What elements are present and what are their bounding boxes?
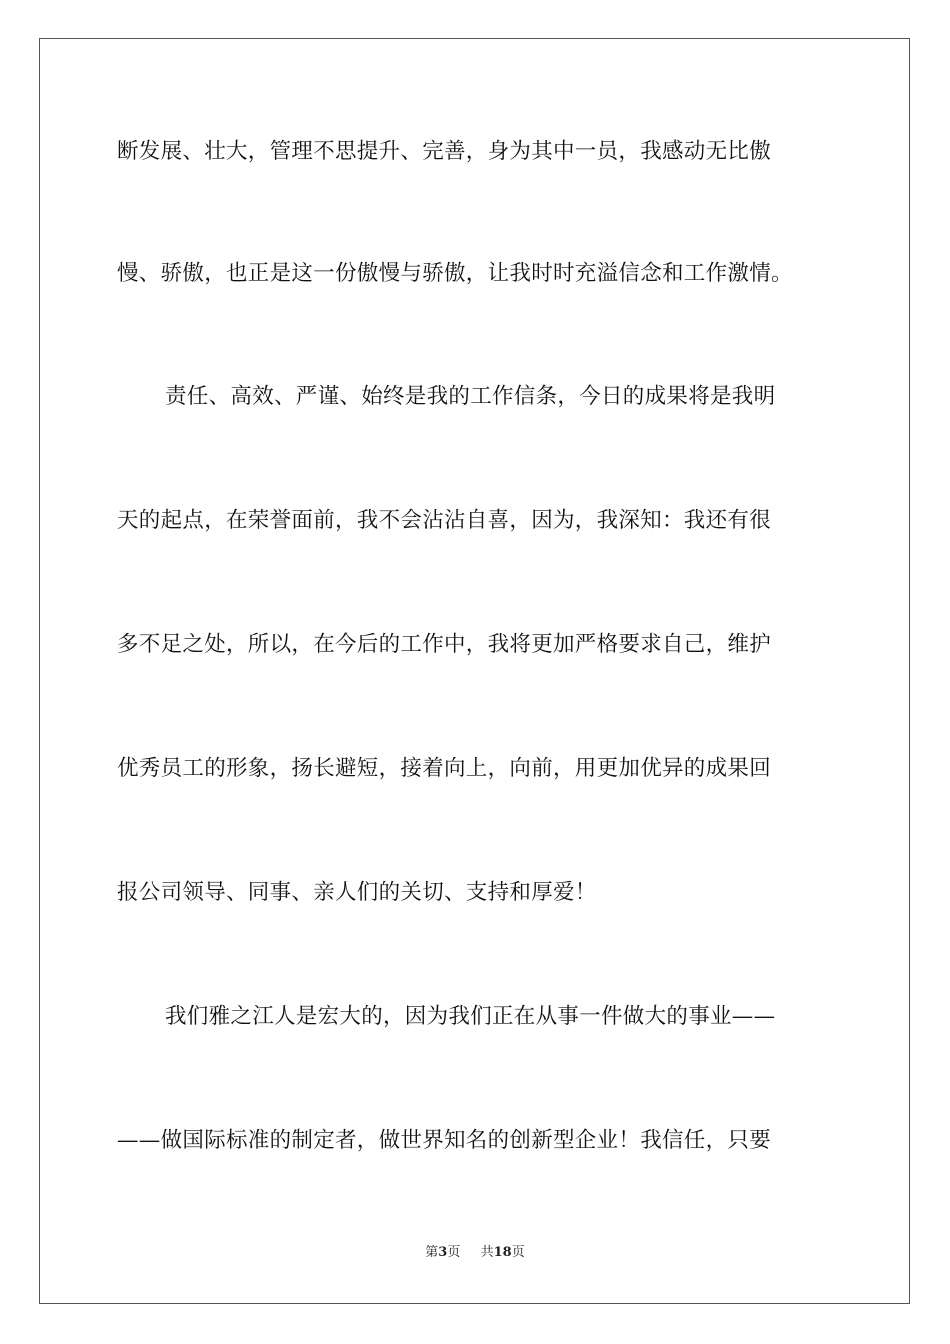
total-pages-label [481, 1244, 525, 1262]
page-footer [0, 1244, 950, 1262]
text-line: 天的起点，在荣誉面前，我不会沾沾自喜，因为，我深知：我还有很 [117, 508, 772, 533]
paragraph-start-line: 我们雅之江人是宏大的，因为我们正在从事一件做大的事业—— [165, 1004, 776, 1029]
text-line: ——做国际标准的制定者，做世界知名的创新型企业！我信任，只要 [117, 1128, 772, 1153]
page-number: 3 [438, 1245, 448, 1260]
page-suffix: 页 [447, 1245, 461, 1260]
total-suffix: 页 [511, 1245, 525, 1260]
text-line: 报公司领导、同事、亲人们的关切、支持和厚爱！ [117, 880, 597, 905]
page-prefix: 第 [425, 1245, 439, 1260]
total-pages: 18 [493, 1245, 512, 1260]
page-number-label [425, 1244, 460, 1262]
page-border [39, 38, 910, 1304]
text-line: 优秀员工的形象，扬长避短，接着向上，向前，用更加优异的成果回 [117, 756, 772, 781]
text-line: 多不足之处，所以，在今后的工作中，我将更加严格要求自己，维护 [117, 632, 772, 657]
text-line: 慢、骄傲，也正是这一份傲慢与骄傲，让我时时充溢信念和工作激情。 [117, 261, 793, 286]
total-prefix: 共 [480, 1245, 494, 1260]
text-line: 断发展、壮大，管理不思提升、完善，身为其中一员，我感动无比傲 [117, 139, 772, 164]
paragraph-start-line: 责任、高效、严谨、始终是我的工作信条，今日的成果将是我明 [165, 384, 776, 409]
